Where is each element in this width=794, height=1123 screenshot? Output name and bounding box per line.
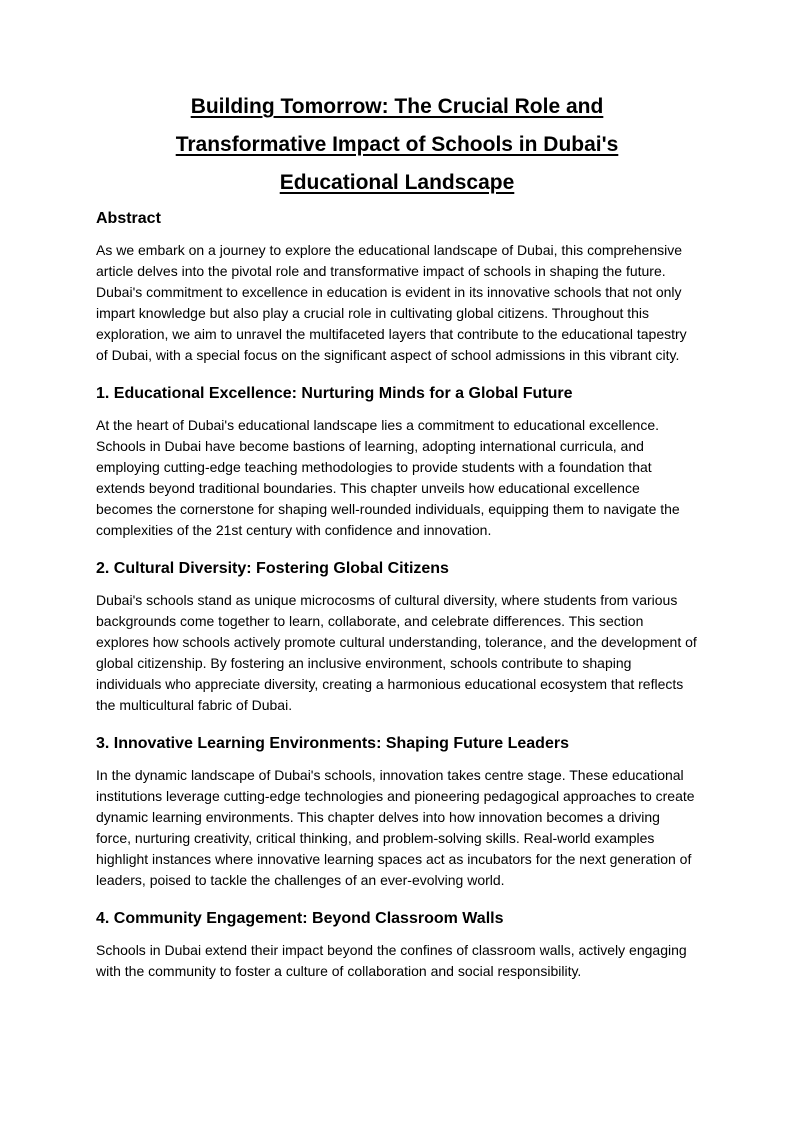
document-title-line-1: Building Tomorrow: The Crucial Role and	[190, 95, 604, 118]
section-2-heading: 2. Cultural Diversity: Fostering Global Citizens	[96, 560, 449, 577]
section-3-paragraph: In the dynamic landscape of Dubai's schools, innovation takes centre stage. These educational institutions leverage cutting-edge technologies and pioneering pedagogical approaches to create dynamic learning environments. This chapter delves into how innovation becomes a driving force, nurturing creativity, critical thinking, and problem-solving skills. Real-world examples highlight instances where innovative learning spaces act as incubators for the next generation of leaders, poised to tackle the challenges of an ever-evolving world.	[96, 767, 695, 888]
abstract-paragraph: As we embark on a journey to explore the educational landscape of Dubai, this comprehensive article delves into the pivotal role and transformative impact of schools in shaping the future. Dubai's commitment to excellence in education is evident in its innovative schools that not only impart knowledge but also play a crucial role in cultivating global citizens. Throughout this exploration, we aim to unravel the multifaceted layers that contribute to the educational tapestry of Dubai, with a special focus on the significant aspect of school admissions in this vibrant city.	[96, 242, 687, 363]
document-title-line-2: Transformative Impact of Schools in Dubai's	[175, 133, 619, 156]
section-4-heading: 4. Community Engagement: Beyond Classroom Walls	[96, 910, 504, 927]
section-2	[96, 558, 698, 716]
section-4	[96, 908, 698, 982]
abstract-heading: Abstract	[96, 210, 161, 227]
section-2-paragraph: Dubai's schools stand as unique microcosms of cultural diversity, where students from various backgrounds come together to learn, collaborate, and celebrate differences. This section explores how schools actively promote cultural understanding, tolerance, and the development of global citizenship. By fostering an inclusive environment, schools contribute to shaping individuals who appreciate diversity, creating a harmonious educational ecosystem that reflects the multicultural fabric of Dubai.	[96, 592, 697, 713]
document-title-line-3: Educational Landscape	[279, 171, 515, 194]
section-1	[96, 383, 698, 541]
section-3-heading: 3. Innovative Learning Environments: Shaping Future Leaders	[96, 735, 569, 752]
section-4-paragraph: Schools in Dubai extend their impact beyond the confines of classroom walls, actively engaging with the community to foster a culture of collaboration and social responsibility.	[96, 942, 687, 979]
section-1-heading: 1. Educational Excellence: Nurturing Minds for a Global Future	[96, 385, 573, 402]
section-1-paragraph: At the heart of Dubai's educational landscape lies a commitment to educational excellence. Schools in Dubai have become bastions of learning, adopting international curricula, and employing cutting-edge teaching methodologies to provide students with a foundation that extends beyond traditional boundaries. This chapter unveils how educational excellence becomes the cornerstone for shaping well-rounded individuals, equipping them to navigate the complexities of the 21st century with confidence and innovation.	[96, 417, 680, 538]
section-3	[96, 733, 698, 891]
section-abstract	[96, 208, 698, 366]
document-title	[96, 88, 698, 202]
